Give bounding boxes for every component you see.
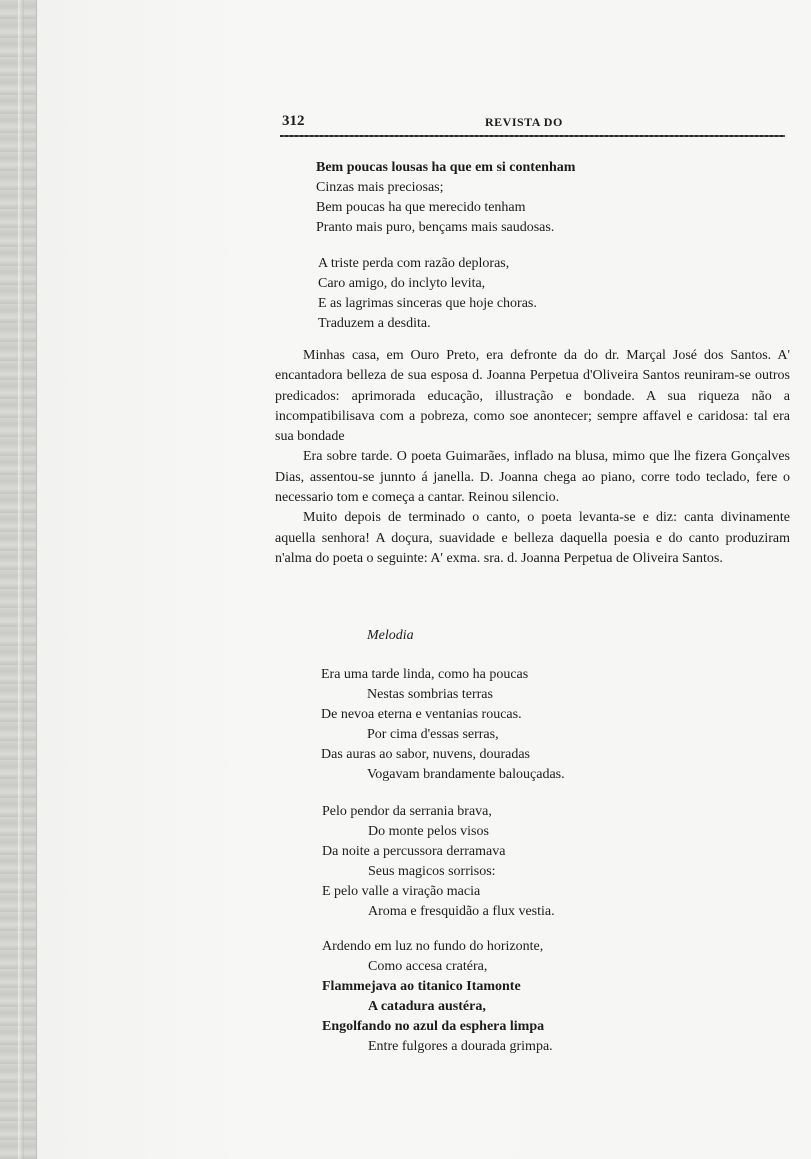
- prose-paragraph: Era sobre tarde. O poeta Guimarães, inflado na blusa, mimo que lhe fizera Gonçalves Dias, assentou-se junnto á janella. D. Joanna chega ao piano, corre todo teclado, fere o necessario tom e começa a cantar. Reinou silencio.: [275, 449, 790, 506]
- verse-line: Entre fulgores a dourada grimpa.: [368, 1039, 553, 1054]
- verse-line: Seus magicos sorrisos:: [368, 864, 496, 879]
- verse-line: Das auras ao sabor, nuvens, douradas: [321, 747, 530, 762]
- running-head: REVISTA DO: [485, 115, 563, 129]
- header-rule: [280, 135, 785, 137]
- verse-line: Por cima d'essas serras,: [367, 727, 499, 742]
- verse-line: Traduzem a desdita.: [318, 316, 431, 331]
- verse-line: E as lagrimas sinceras que hoje choras.: [318, 296, 537, 311]
- opening-stanza-1: [316, 158, 575, 238]
- page-header: [280, 113, 785, 137]
- poem-title: Melodia: [367, 628, 414, 643]
- verse-line: Era uma tarde linda, como ha poucas: [321, 667, 529, 682]
- verse-line: Do monte pelos visos: [368, 824, 489, 839]
- prose-paragraph: Minhas casa, em Ouro Preto, era defronte da do dr. Marçal José dos Santos. A' encantadora belleza de sua esposa d. Joanna Perpetua d'Oliveira Santos reuniram-se outros predicados: aprimorada educação, illustração e bondade. A sua riqueza não a incompatibilisava com a pobreza, como soe anontecer; sempre affavel e caridosa: tal era sua bondade: [275, 348, 790, 445]
- page-number: 312: [282, 113, 305, 129]
- melodia-stanza-3: [322, 937, 553, 1057]
- verse-line: Nestas sombrias terras: [367, 687, 493, 702]
- verse-line: Da noite a percussora derramava: [322, 844, 506, 859]
- prose-body: [275, 346, 790, 569]
- verse-line: Aroma e fresquidão a flux vestia.: [368, 904, 555, 919]
- verse-line: Caro amigo, do inclyto levita,: [318, 276, 486, 291]
- verse-line: Como accesa cratéra,: [368, 959, 488, 974]
- verse-line: A catadura austéra,: [368, 999, 486, 1014]
- verse-line: Flammejava ao titanico Itamonte: [322, 979, 521, 994]
- melodia-stanza-1: [321, 665, 565, 785]
- verse-line: Ardendo em luz no fundo do horizonte,: [322, 939, 544, 954]
- verse-line: Engolfando no azul da esphera limpa: [322, 1019, 545, 1034]
- melodia-stanza-2: [322, 802, 555, 922]
- prose-paragraph: Muito depois de terminado o canto, o poeta levanta-se e diz: canta divinamente aquella senhora! A doçura, suavidade e belleza daquella poesia e do canto produziram n'alma do poeta o seguinte: A' exma. sra. d. Joanna Perpetua de Oliveira Santos.: [275, 510, 790, 566]
- verse-line: A triste perda com razão deploras,: [318, 256, 510, 271]
- verse-line: Vogavam brandamente balouçadas.: [367, 767, 565, 782]
- verse-line: Pranto mais puro, bençams mais saudosas.: [316, 220, 555, 235]
- verse-line: Bem poucas lousas ha que em si contenham: [316, 160, 576, 175]
- verse-line: Bem poucas ha que merecido tenham: [316, 200, 526, 215]
- opening-stanza-2: [318, 254, 537, 334]
- verse-line: De nevoa eterna e ventanias roucas.: [321, 707, 522, 722]
- page-binding-edge: [0, 0, 37, 1159]
- verse-line: E pelo valle a viração macia: [322, 884, 481, 899]
- verse-line: Pelo pendor da serrania brava,: [322, 804, 492, 819]
- verse-line: Cinzas mais preciosas;: [316, 180, 444, 195]
